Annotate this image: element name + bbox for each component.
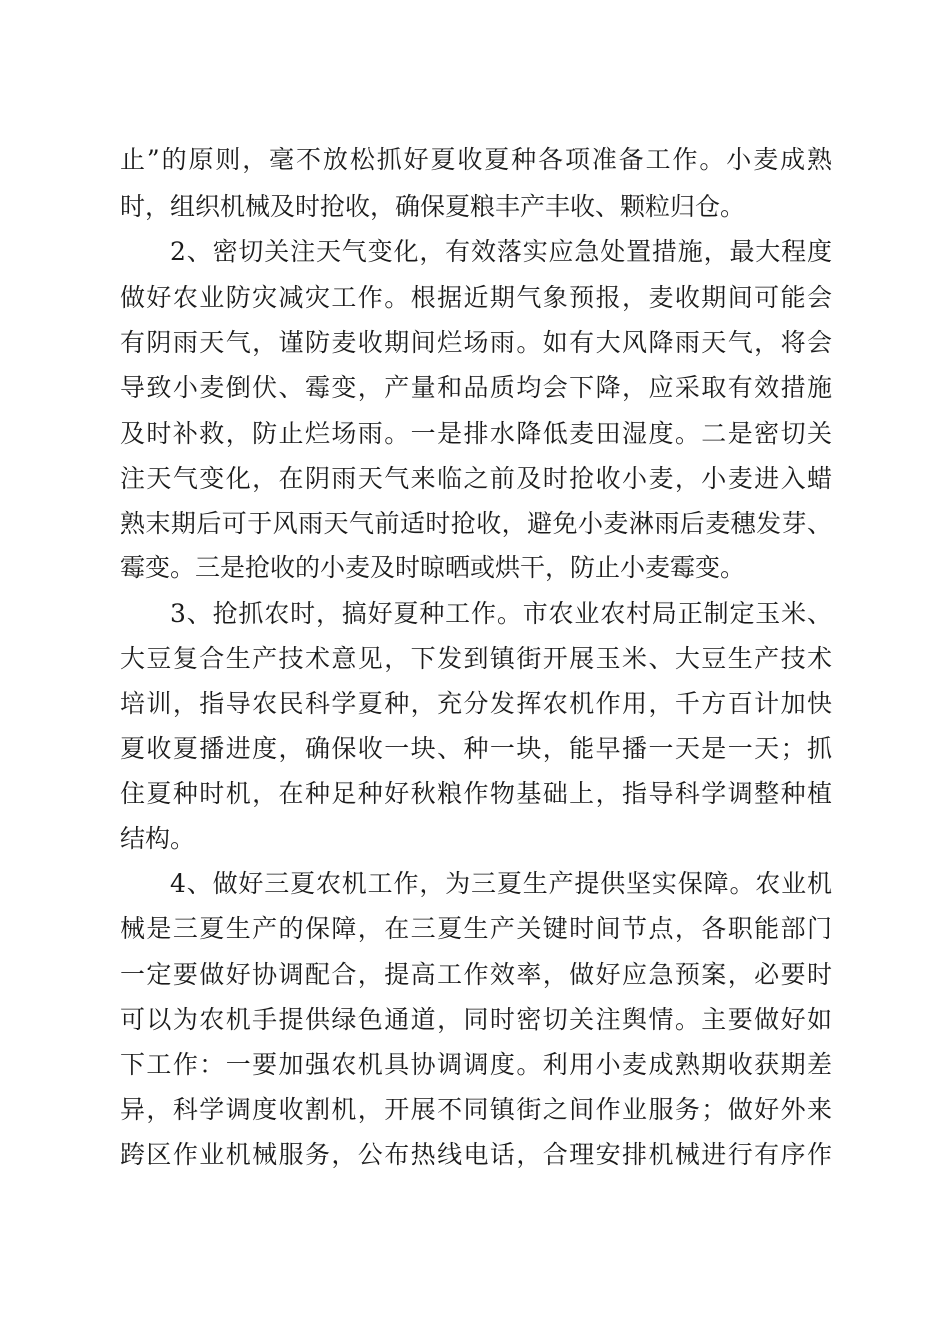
text-line: 止”的原则，毫不放松抓好夏收夏种各项准备工作。小麦成熟 [120, 145, 832, 174]
paragraph-2-start: 2、密切关注天气变化，有效落实应急处置措施，最大程度 [170, 237, 832, 266]
text-line: 做好农业防灾减灾工作。根据近期气象预报，麦收期间可能会 [120, 283, 832, 312]
text-line: 可以为农机手提供绿色通道，同时密切关注舆情。主要做好如 [120, 1005, 832, 1034]
text-line: 械是三夏生产的保障，在三夏生产关键时间节点，各职能部门 [120, 914, 832, 943]
text-line: 一定要做好协调配合，提高工作效率，做好应急预案，必要时 [120, 960, 832, 989]
text-line: 培训，指导农民科学夏种，充分发挥农机作用，千方百计加快 [120, 689, 832, 718]
paragraph-4-start: 4、做好三夏农机工作，为三夏生产提供坚实保障。农业机 [170, 869, 832, 898]
text-line: 下工作：一要加强农机具协调调度。利用小麦成熟期收获期差 [120, 1050, 832, 1079]
text-line: 熟末期后可于风雨天气前适时抢收，避免小麦淋雨后麦穗发芽、 [120, 509, 832, 538]
paragraph-3-start: 3、抢抓农时，搞好夏种工作。市农业农村局正制定玉米、 [170, 599, 832, 628]
text-line: 有阴雨天气，谨防麦收期间烂场雨。如有大风降雨天气，将会 [120, 328, 832, 357]
text-line: 大豆复合生产技术意见，下发到镇街开展玉米、大豆生产技术 [120, 644, 832, 673]
text-line: 夏收夏播进度，确保收一块、种一块，能早播一天是一天；抓 [120, 734, 832, 763]
text-line: 住夏种时机，在种足种好秋粮作物基础上，指导科学调整种植 [120, 779, 832, 808]
text-line: 结构。 [120, 824, 196, 853]
text-line: 时，组织机械及时抢收，确保夏粮丰产丰收、颗粒归仓。 [120, 192, 746, 221]
text-line: 及时补救，防止烂场雨。一是排水降低麦田湿度。二是密切关 [120, 419, 832, 448]
text-line: 注天气变化，在阴雨天气来临之前及时抢收小麦，小麦进入蜡 [120, 464, 832, 493]
text-line: 跨区作业机械服务，公布热线电话，合理安排机械进行有序作 [120, 1140, 832, 1169]
text-line: 霉变。三是抢收的小麦及时晾晒或烘干，防止小麦霉变。 [120, 553, 746, 582]
text-line: 导致小麦倒伏、霉变，产量和品质均会下降，应采取有效措施 [120, 373, 832, 402]
text-line: 异，科学调度收割机，开展不同镇街之间作业服务；做好外来 [120, 1095, 832, 1124]
